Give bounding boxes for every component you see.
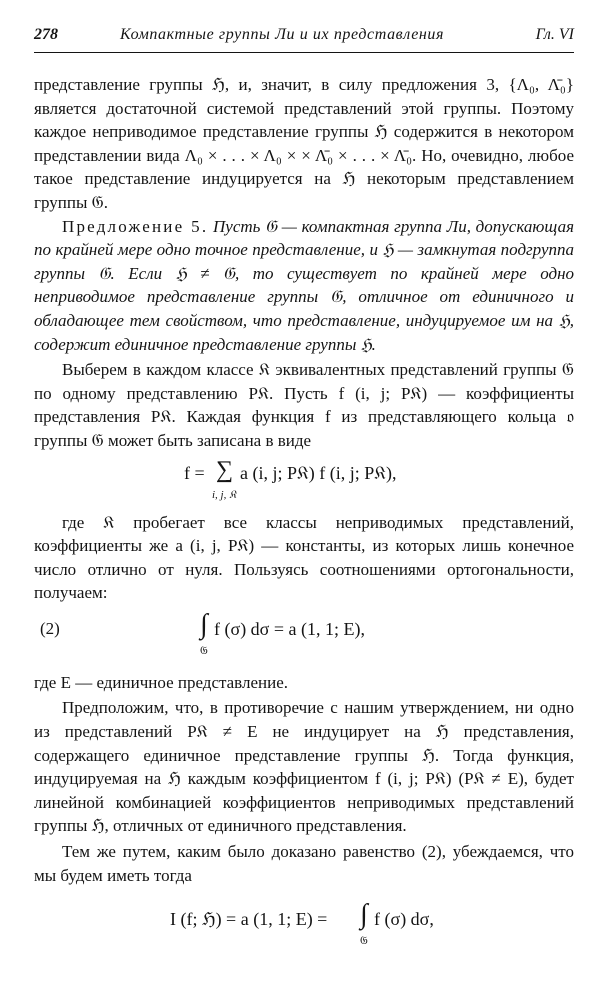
formula-2-body: f (σ) dσ = a (1, 1; E), (214, 618, 366, 639)
proposition-5 (34, 215, 574, 357)
integral-domain: 𝔊 (200, 644, 208, 657)
integral-sign-3: ∫ (360, 899, 368, 931)
paragraph-intro: представление группы ℌ, и, значит, в силу предложения 3, {Λ₀, Λ̄₀} является достаточной системой представлений этой группы. Поэтому каждое неприводимое представление группы ℌ содержится в некотором представлении вида Λ₀ × . . . × Λ₀ × × Λ̄₀ × . . . × Λ̄₀. Но, очевидно, любое такое представление индуцируется на ℌ некоторым представлением группы 𝔊. (34, 75, 574, 212)
proposition-label: Предложение 5. (62, 216, 209, 236)
equation-number: (2) (40, 618, 60, 638)
paragraph-select: Выберем в каждом классе 𝔎 эквивалентных представлений группы 𝔊 по одному представлению P𝔎. Пусть f (i, j; P𝔎) — коэффициенты представления P𝔎. Каждая функция f из представляющего кольца 𝔬 группы 𝔊 может быть записана в виде (34, 360, 574, 450)
integral-sign: ∫ (200, 608, 208, 640)
running-head (34, 26, 574, 50)
formula-rhs: a (i, j; P𝔎) f (i, j; P𝔎), (240, 462, 397, 483)
paragraph-where: где 𝔎 пробегает все классы неприводимых представлений, коэффициенты же a (i, j, P𝔎) — константы, из которых лишь конечное число отлично от нуля. Пользуясь соотношениями ортогональности, получаем: (34, 512, 574, 603)
header-rule (34, 52, 574, 53)
book-page (34, 26, 574, 957)
sum-index: i, j, 𝔎 (212, 488, 237, 501)
sum-sign: ∑ (216, 456, 234, 483)
formula-2 (34, 605, 574, 671)
formula-3-body: f (σ) dσ, (374, 909, 434, 930)
formula-lhs: f = (184, 462, 205, 483)
integral-domain-3: 𝔊 (360, 935, 368, 948)
running-title: Компактные группы Ли и их представления (120, 26, 445, 43)
paragraph-same-way: Тем же путем, каким было доказано равенство (2), убеждаемся, что мы будем иметь тогда (34, 842, 574, 885)
paragraph-unit: где E — единичное представление. (34, 672, 288, 692)
formula-expansion (34, 453, 574, 511)
paragraph-assume: Предположим, что, в противоречие с нашим утверждением, ни одно из представлений P𝔎 ≠ E не индуцирует на ℌ представления, содержащего единичное представление группы ℌ. Тогда функция, индуцируемая на ℌ каждым коэффициентом f (i, j; P𝔎) (P𝔎 ≠ E), будет линейной комбинацией коэффициентов неприводимых представлений группы ℌ, отличных от единичного представления. (34, 698, 574, 836)
page-number: 278 (34, 26, 58, 43)
chapter-label: Гл. VI (535, 26, 574, 43)
formula-3 (34, 887, 574, 957)
proposition-text: Пусть 𝔊 — компактная группа Ли, допускающая по крайней мере одно точное представление, и ℌ — замкнутая подгруппа группы 𝔊. Если ℌ ≠ 𝔊, то существует по крайней мере одно неприводимое представление группы 𝔊, отличное от единичного и обладающее тем свойством, что представление, индуцируемое им на ℌ, содержит единичное представление группы ℌ. (34, 216, 575, 354)
formula-3-lhs: I (f; ℌ) = a (1, 1; E) = (170, 909, 328, 930)
